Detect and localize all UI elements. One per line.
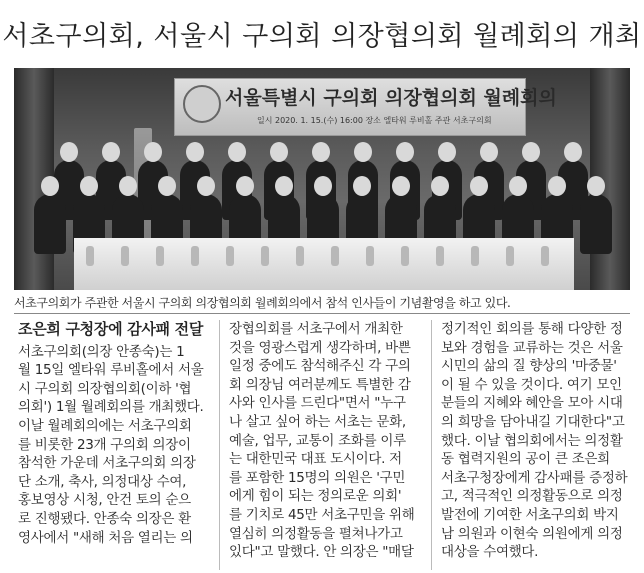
council-emblem-icon — [183, 85, 221, 123]
article-line: 이날 월례회의에는 서초구의회 — [18, 417, 192, 434]
article-line: 장협의회를 서초구에서 개최한 — [229, 321, 403, 337]
article-line: 일정 중에도 참석해주신 각 구의 — [229, 358, 411, 375]
bottle-icon — [261, 246, 269, 266]
banner-title: 서울특별시 구의회 의장협의회 월례회의 — [225, 87, 557, 109]
article-subhead: 조은희 구청장에 감사패 전달 — [18, 320, 204, 338]
article-line: 보와 경험을 교류하는 것은 서울 — [441, 339, 623, 356]
group-photo — [14, 68, 630, 290]
banner-subtitle: 일시 2020. 1. 15.(수) 16:00 장소 엘타워 루비홀 주관 서초구의회 — [257, 116, 492, 125]
article-column-3 — [441, 320, 629, 562]
article-line: 홍보영상 시청, 안건 토의 순으 — [18, 492, 191, 509]
bottle-icon — [296, 246, 304, 266]
article-line: 시 구의회 의장협의회(이하 '협 — [18, 380, 192, 397]
bottle-icon — [541, 246, 549, 266]
column-divider-1 — [219, 320, 220, 570]
photo-caption: 서초구의회가 주관한 서울시 구의회 의장협의회 월례회의에서 참석 인사들이 기념촬영을 하고 있다. — [14, 296, 511, 310]
article-line: 예술, 업무, 교통이 조화를 이루 — [229, 432, 406, 449]
article-line: 분들의 지혜와 혜안을 모아 시대 — [441, 395, 623, 412]
bottle-icon — [121, 246, 129, 266]
article-line: 동 협력지원의 공이 큰 조은희 — [441, 451, 610, 468]
article-line: 를 비롯한 23개 구의회 의장이 — [18, 436, 191, 453]
article-line: 는 대한민국 대표 도시이다. 저 — [229, 451, 402, 468]
article-column-1 — [18, 320, 206, 547]
bottle-icon — [436, 246, 444, 266]
article-line: 나 살고 싶어 하는 서초는 문화, — [229, 413, 406, 430]
article-line: 회 의장님 여러분께도 특별한 감 — [229, 376, 411, 393]
article-line: 했다. 이날 협의회에서는 의정활 — [441, 432, 623, 449]
bottle-icon — [331, 246, 339, 266]
article-line: 서초구청장에게 감사패를 증정하 — [441, 469, 628, 486]
article-line: 를 기치로 45만 서초구민을 위해 — [229, 506, 415, 523]
article-line: 대상을 수여했다. — [441, 544, 539, 561]
article-column-2 — [229, 320, 417, 562]
article-line: 열심히 의정활동을 펼쳐나가고 — [229, 525, 403, 542]
bottle-icon — [366, 246, 374, 266]
article-headline: 서초구의회, 서울시 구의회 의장협의회 월례회의 개최 — [2, 21, 642, 52]
article-line: 에게 힘이 되는 정의로운 의회' — [229, 488, 402, 505]
attendee-figure — [34, 194, 66, 254]
attendee-figure — [580, 194, 612, 254]
bottle-icon — [191, 246, 199, 266]
article-line: 의 희망을 담아내길 기대한다"고 — [441, 413, 625, 430]
article-line: 남 의원과 이현숙 의원에게 의정 — [441, 525, 623, 542]
article-line: 영사에서 "새해 처음 열리는 의 — [18, 529, 193, 546]
article-line: 것을 영광스럽게 생각하며, 바쁜 — [229, 339, 411, 356]
article-line: 참석한 가운데 서초구의회 의장 — [18, 455, 196, 472]
bottle-icon — [506, 246, 514, 266]
bottle-icon — [86, 246, 94, 266]
article-line: 서초구의회(의장 안종숙)는 1 — [18, 343, 185, 360]
article-line: 의회') 1월 월례회의를 개최했다. — [18, 399, 204, 416]
article-line: 시민의 삶의 질 향상의 '마중물' — [441, 358, 617, 375]
article-line: 이 될 수 있을 것이다. 여기 모인 — [441, 376, 622, 393]
column-divider-2 — [431, 320, 432, 570]
bottle-icon — [226, 246, 234, 266]
bottle-icon — [401, 246, 409, 266]
article-line: 정기적인 회의를 통해 다양한 정 — [441, 321, 623, 337]
article-line: 를 포함한 15명의 의원은 '구민 — [229, 469, 406, 486]
article-line: 고, 적극적인 의정활동으로 의정 — [441, 488, 623, 505]
front-table — [74, 238, 574, 290]
column-1-text — [18, 343, 206, 548]
article-line: 단 소개, 축사, 의정대상 수여, — [18, 473, 187, 490]
article-line: 월 15일 엘타워 루비홀에서 서울 — [18, 362, 204, 379]
column-3-text — [441, 320, 629, 562]
caption-divider — [14, 313, 630, 314]
article-line: 있다"고 말했다. 안 의장은 "매달 — [229, 544, 414, 561]
column-2-text — [229, 320, 417, 562]
article-line: 로 진행됐다. 안종숙 의장은 환 — [18, 510, 191, 527]
bottle-icon — [156, 246, 164, 266]
event-banner — [174, 78, 557, 136]
article-line: 사와 인사를 드린다"면서 "누구 — [229, 395, 406, 412]
bottle-icon — [471, 246, 479, 266]
article-line: 발전에 기여한 서초구의회 박지 — [441, 506, 619, 523]
